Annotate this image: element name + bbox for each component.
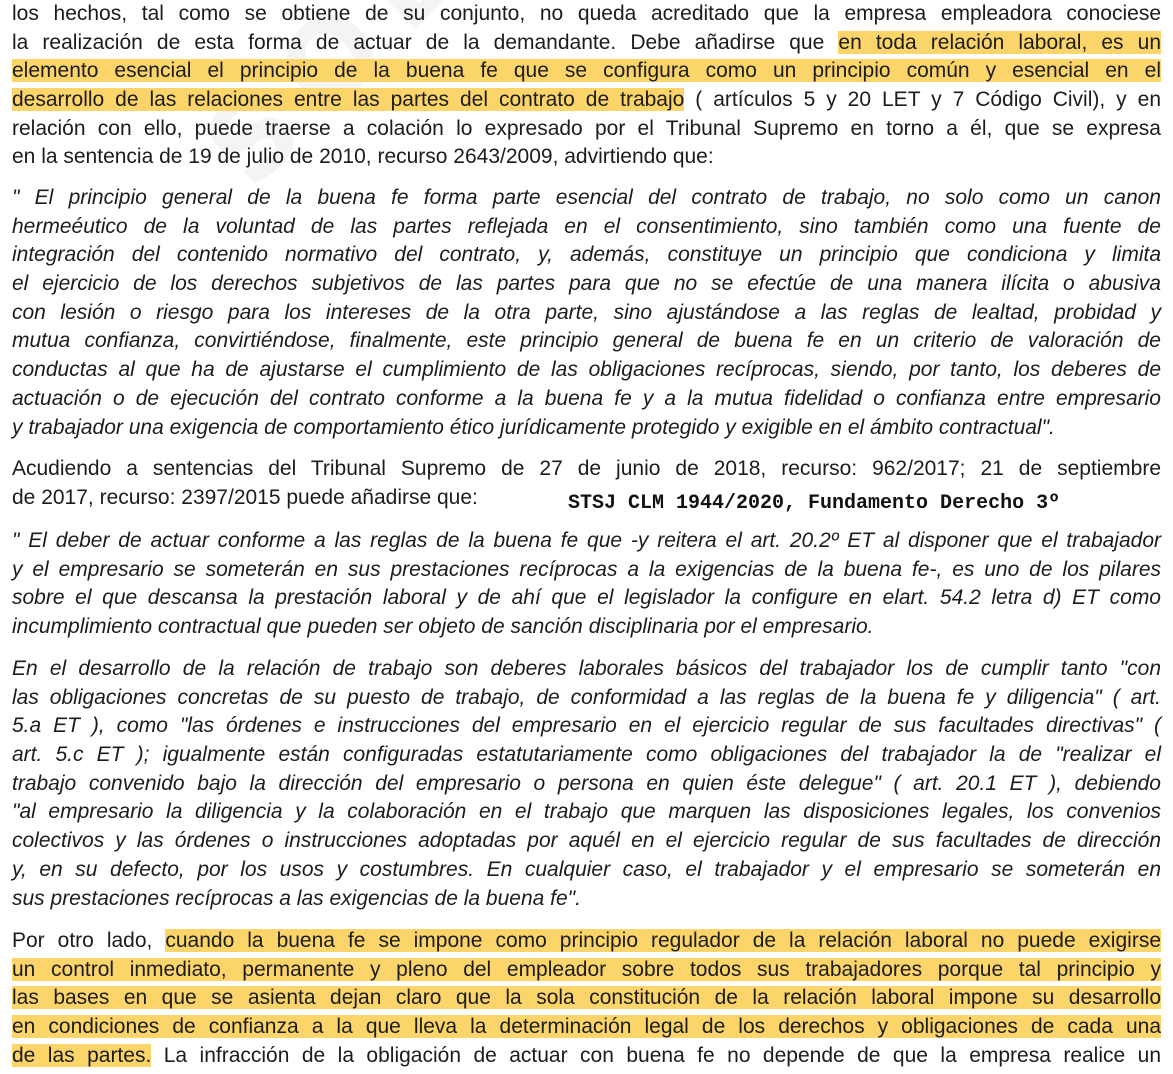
text-line: conductas al que ha de ajustarse el cumplimiento de las obligaciones recíprocas, siendo, por tanto, los deberes de [12, 358, 1161, 382]
text-line: colectivos y las órdenes o instrucciones adoptadas por aquél en el ejercicio regular de sus facultades de dirección [12, 829, 1161, 853]
text-line: el ejercicio de los derechos subjetivos de las partes para que no se efectúe de una manera ilícita o abusiva [12, 272, 1161, 296]
highlighted-text: cuando la buena fe se impone como principio regulador de la relación laboral no puede exigirse [165, 929, 1161, 952]
text-line: sobre el que descansa la prestación laboral y de ahí que el legislador la configure en elart. 54.2 letra d) ET como [12, 586, 1161, 610]
highlighted-text: desarrollo de las relaciones entre las partes del contrato de trabajo [12, 88, 685, 112]
text-line: trabajo convenido bajo la dirección del empresario o persona en quien éste delegue" ( art. 20.1 ET ), debiendo [12, 771, 1161, 795]
text-line: de 2017, recurso: 2397/2015 puede añadirse que: [12, 485, 478, 509]
text-line: "al empresario la diligencia y la colaboración en el trabajo que marquen las disposiciones legales, los convenios [12, 800, 1161, 824]
text-span: ( artículos 5 y 20 LET y 7 Código Civil), y en [684, 88, 1161, 112]
quote-paragraph-2 [12, 527, 1161, 642]
citation-stamp: STSJ CLM 1944/2020, Fundamento Derecho 3º [562, 492, 1066, 515]
text-line: sus prestaciones recíprocas a las exigencias de la buena fe". [12, 886, 581, 910]
text-line [12, 984, 1161, 1013]
text-line [12, 86, 1161, 115]
paragraph-3 [12, 927, 1161, 1070]
text-line: y trabajador una exigencia de comportamiento ético jurídicamente protegido y exigible en el ámbito contractual". [12, 415, 1055, 439]
text-line: en la sentencia de 19 de julio de 2010, recurso 2643/2009, advirtiendo que: [12, 145, 714, 169]
highlighted-text: en condiciones de confianza a la que lleva la determinación legal de los derechos y obligaciones de cada una [12, 1015, 1161, 1039]
paragraph-1 [12, 0, 1161, 172]
highlighted-text: elemento esencial el principio de la buena fe que se configura como un principio común y esencial en el [12, 59, 1161, 83]
text-line [12, 57, 1161, 86]
text-line [12, 927, 1161, 956]
text-line [12, 29, 1161, 58]
text-span: Por otro lado, [12, 929, 166, 952]
text-line: 5.a ET ), como "las órdenes e instrucciones del empresario en el ejercicio regular de sus facultades directivas" ( [12, 714, 1161, 738]
text-line: art. 5.c ET ); igualmente están configuradas estatutariamente como obligaciones del trabajador la de "realizar el [12, 743, 1161, 767]
text-line: mutua confianza, convirtiéndose, finalmente, este principio general de buena fe en un criterio de valoración de [12, 329, 1161, 353]
text-line [12, 1013, 1161, 1042]
quote-paragraph-3 [12, 655, 1161, 913]
text-line: los hechos, tal como se obtiene de su conjunto, no queda acreditado que la empresa empleadora conociese [12, 2, 1161, 25]
highlighted-text: de las partes. [12, 1043, 152, 1067]
text-line: y el empresario se someterán en sus prestaciones recíprocas a la exigencias de la buena fe-, es uno de los pilares [12, 557, 1161, 581]
text-line: En el desarrollo de la relación de trabajo son deberes laborales básicos del trabajador los de cumplir tanto "con [12, 657, 1161, 680]
text-line [12, 956, 1161, 985]
highlighted-text: un control inmediato, permanente y pleno del empleador sobre todos sus trabajadores porque tal principio y [12, 957, 1161, 981]
quote-paragraph-1 [12, 184, 1161, 442]
text-line: actuación o de ejecución del contrato conforme a la buena fe y a la mutua fidelidad o confianza entre empresario [12, 386, 1161, 410]
text-line: Acudiendo a sentencias del Tribunal Supremo de 27 de junio de 2018, recurso: 962/2017; 21 de septiembre [12, 457, 1161, 480]
text-line: relación con ello, puede traerse a colación lo expresado por el Tribunal Supremo en torno a él, que se expresa [12, 116, 1161, 140]
text-line: con lesión o riesgo para los intereses de la otra parte, sino ajustándose a las reglas de lealtad, probidad y [12, 300, 1161, 324]
text-line: hermeéutico de la voluntad de las partes reflejada en el consentimiento, sino también como una fuente de [12, 214, 1161, 238]
text-span: La infracción de la obligación de actuar con buena fe no depende de que la empresa realice un [151, 1043, 1161, 1067]
highlighted-text: en toda relación laboral, es un [838, 30, 1161, 54]
text-line: incumplimiento contractual que pueden ser objeto de sanción disciplinaria por el empresario. [12, 615, 874, 639]
highlighted-text: las bases en que se asienta dejan claro que la sola constitución de la relación laboral impone su desarrollo [12, 986, 1161, 1010]
text-line: " El deber de actuar conforme a las reglas de la buena fe que -y reitera el art. 20.2º ET al disponer que el trabajador [12, 529, 1161, 552]
text-span: la realización de esta forma de actuar de la demandante. Debe añadirse que [12, 30, 839, 54]
text-line: las obligaciones concretas de su puesto de trabajo, de conformidad a las reglas de la buena fe y diligencia" ( art. [12, 685, 1161, 709]
text-line: integración del contenido normativo del contrato, y, además, constituye un principio que condiciona y limita [12, 243, 1161, 267]
text-line: " El principio general de la buena fe forma parte esencial del contrato de trabajo, no solo como un canon [12, 186, 1161, 209]
text-line: y, en su defecto, por los usos y costumbres. En cualquier caso, el trabajador y el empresario se someterán en [12, 857, 1161, 881]
text-line [12, 1042, 1161, 1071]
